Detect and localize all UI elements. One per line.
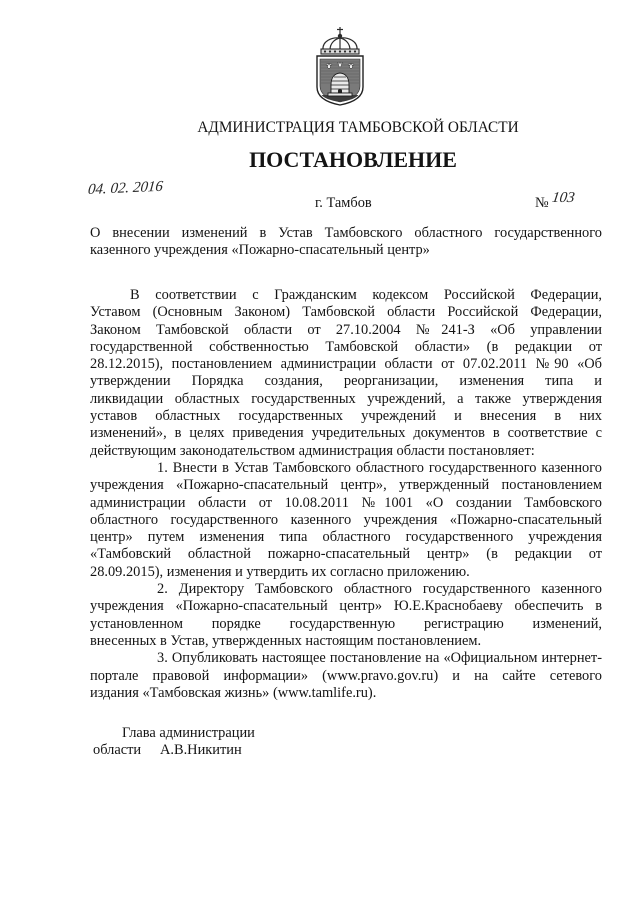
paragraph-line: изменений», в целях приведения учредительных документов в соответствие с [90, 425, 602, 442]
paragraph-line: 3. Опубликовать настоящее постановление на «Официальном интернет- [157, 650, 602, 667]
signatory-name: А.В.Никитин [160, 742, 242, 758]
paragraph-item-2 [90, 581, 602, 650]
paragraph-line: Уставом (Основным Законом) Тамбовской области Российской Федерации, [90, 304, 602, 321]
paragraph-line: ликвидации областных государственных учреждений, а также утверждения [90, 390, 602, 407]
subject-line: казенного учреждения «Пожарно-спасательный центр» [90, 241, 430, 258]
paragraph-line: государственной собственностью Тамбовской области» (в редакции от [90, 338, 602, 355]
paragraph-line: 1. Внести в Устав Тамбовского областного государственного казенного [157, 459, 602, 476]
document-subject [90, 225, 602, 260]
paragraph-line: областного государственного казенного учреждения «Пожарно-спасательный [90, 511, 602, 528]
coat-of-arms-emblem [308, 26, 372, 106]
paragraph-line: установленном порядке государственную регистрацию изменений, [90, 615, 602, 632]
subject-line: О внесении изменений в Устав Тамбовского областного государственного [90, 224, 602, 241]
document-number [535, 190, 576, 212]
document-date: 04. 02. 2016 [87, 178, 164, 199]
paragraph-line: учреждения «Пожарно-спасательный центр», утвержденный постановлением [90, 477, 602, 494]
paragraph-line: администрации области от 10.08.2011 №1001 «О создании Тамбовского [90, 494, 602, 511]
paragraph-item-1 [90, 460, 602, 581]
paragraph-line: 2. Директору Тамбовского областного государственного казенного [157, 581, 602, 598]
paragraph-line: «Тамбовский областной пожарно-спасательный центр» (в редакции от [90, 546, 602, 563]
paragraph-line: В соответствии с Гражданским кодексом Российской Федерации, [130, 287, 602, 303]
paragraph-line: центр» путем изменения типа областного государственного учреждения [90, 529, 602, 546]
document-type-title: ПОСТАНОВЛЕНИЕ [249, 147, 457, 172]
paragraph-line: внесенных в Устав, утвержденных настоящим постановлением. [90, 632, 482, 649]
signatory-position-line1: Глава администрации [122, 725, 255, 741]
coat-of-arms-icon [308, 26, 372, 106]
document-body [90, 287, 602, 702]
paragraph-line: портале правовой информации» (www.pravo.gov.ru) и на сайте сетевого [90, 667, 602, 684]
paragraph-item-3 [90, 650, 602, 702]
paragraph-line: издания «Тамбовская жизнь» (www.tamlife.ru). [90, 684, 377, 701]
number-value: 103 [550, 190, 576, 206]
document-city: г. Тамбов [315, 195, 372, 211]
signatory-position-line2: области [93, 742, 142, 758]
paragraph-line: 28.12.2015), постановлением администрации области от 07.02.2011 №90 «Об [90, 356, 602, 373]
paragraph-line: учреждения «Пожарно-спасательный центр» Ю.Е.Краснобаеву обеспечить в [90, 598, 602, 615]
number-sign: № [535, 195, 549, 211]
paragraph-preamble [90, 287, 602, 460]
paragraph-line: уставов областных государственных учреждений и внесения в них [90, 408, 602, 425]
paragraph-line: Законом Тамбовской области от 27.10.2004 №241-З «Об управлении [90, 321, 602, 338]
organization-name: АДМИНИСТРАЦИЯ ТАМБОВСКОЙ ОБЛАСТИ [197, 119, 519, 136]
paragraph-line: утверждении Порядка создания, реорганизации, изменения типа и [90, 373, 602, 390]
paragraph-line: 28.09.2015), изменения и утвердить их согласно приложению. [90, 563, 470, 580]
paragraph-line: действующим законодательством администрация области постановляет: [90, 442, 535, 459]
